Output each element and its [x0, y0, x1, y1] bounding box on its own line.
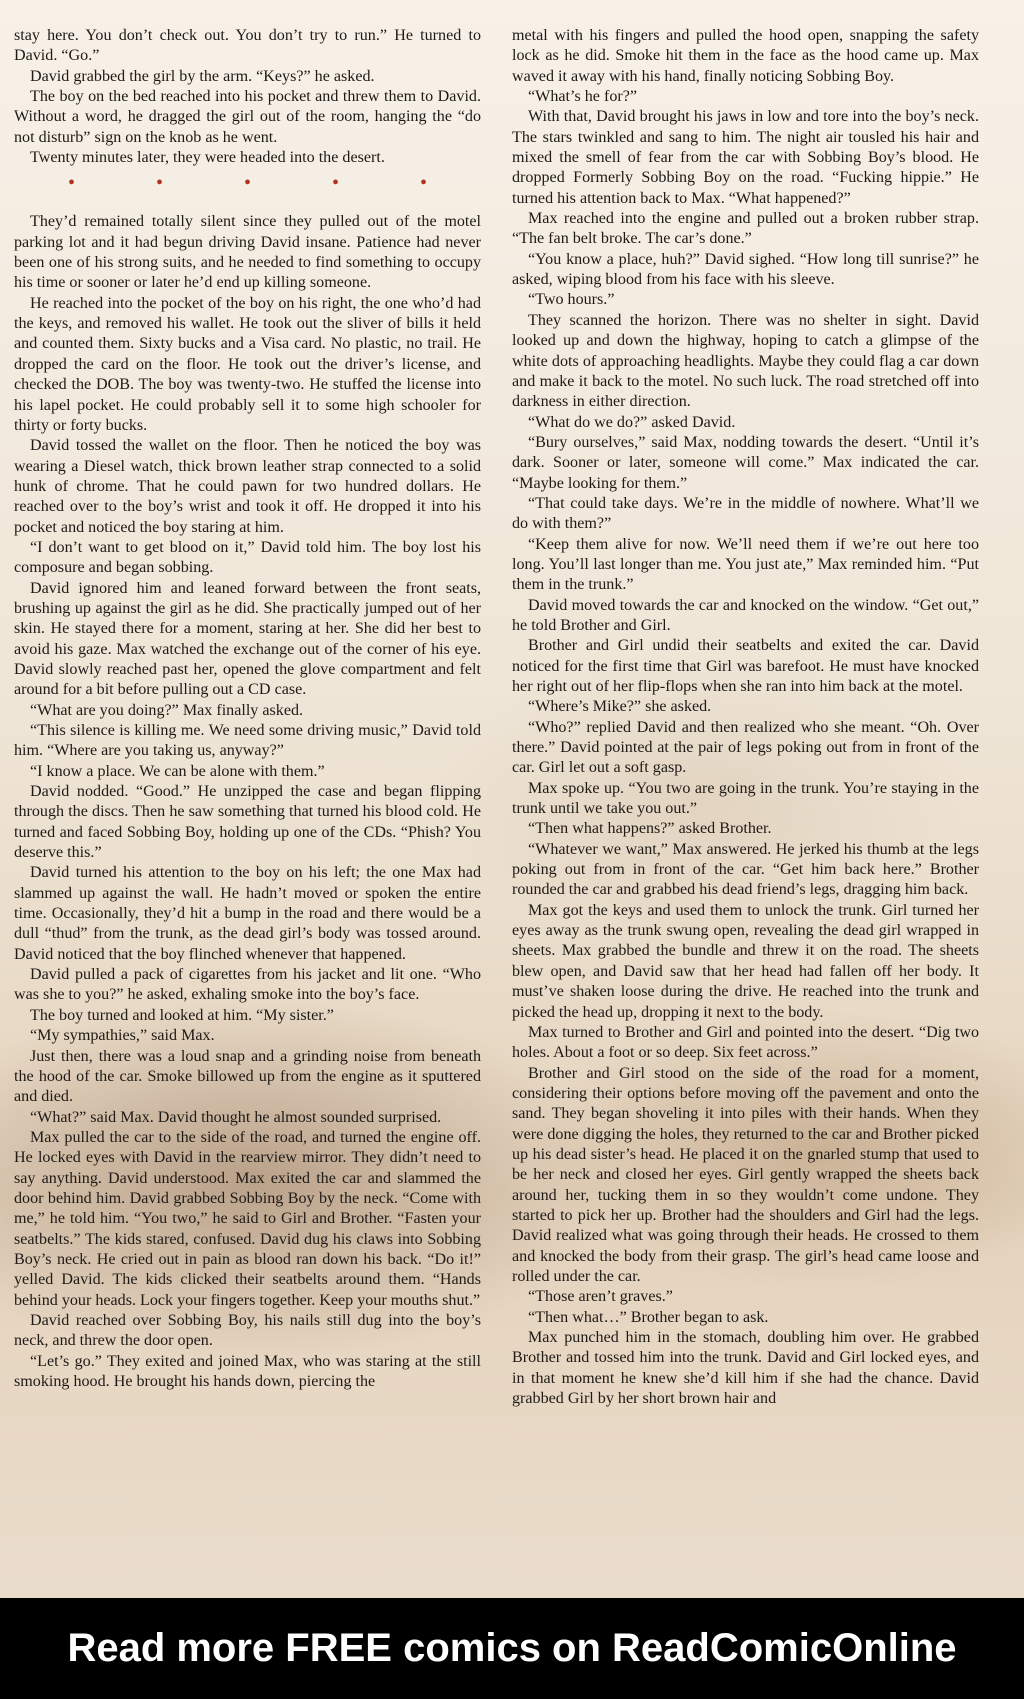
paragraph: “Keep them alive for now. We’ll need them if we’re out here too long. You’ll last longer than me. You just ate,” Max reminded him. “Put them in the trunk.”	[512, 535, 979, 594]
paragraph: “Whatever we want,” Max answered. He jerked his thumb at the legs poking out from in front of the car. “Get him back here.” Brother rounded the car and grabbed his dead friend’s legs, dragging him back.	[512, 840, 979, 899]
paragraph: The boy on the bed reached into his pocket and threw them to David. Without a word, he dragged the girl out of the room, hanging the “do not disturb” sign on the knob as he went.	[14, 88, 481, 146]
paragraph: Max got the keys and used them to unlock the trunk. Girl turned her eyes away as the trunk swung open, revealing the dead girl wrapped in sheets. Max grabbed the bundle and threw it on the road. The sheets blew open, and David saw that her head had fallen off her body. It must’ve shaken loose during the drive. He reached into the trunk and picked the head up, dropping it next to the body.	[512, 901, 979, 1021]
paragraph: “Where’s Mike?” she asked.	[528, 698, 712, 716]
paragraph: “Those aren’t graves.”	[528, 1288, 673, 1306]
paragraph: stay here. You don’t check out. You don’t try to run.” He turned to David. “Go.”	[14, 27, 481, 65]
paragraph: “This silence is killing me. We need some driving music,” David told him. “Where are you taking us, anyway?”	[14, 722, 481, 760]
paragraph: “My sympathies,” said Max.	[30, 1027, 215, 1045]
paragraph: David pulled a pack of cigarettes from his jacket and lit one. “Who was she to you?” he asked, exhaling smoke into the boy’s face.	[14, 966, 481, 1004]
promo-banner-text[interactable]: Read more FREE comics on ReadComicOnline	[67, 1626, 957, 1670]
paragraph: “I know a place. We can be alone with them.”	[30, 762, 325, 780]
paragraph: metal with his fingers and pulled the hood open, snapping the safety lock as he did. Smoke hit them in the face as the hood came up. Max waved it away with his hand, finally noticing Sobbing Boy.	[512, 27, 979, 85]
paragraph: “Who?” replied David and then realized who she meant. “Oh. Over there.” David pointed at the pair of legs poking out from in front of the car. Girl let out a soft gasp.	[512, 718, 979, 777]
paragraph: “What do we do?” asked David.	[528, 413, 736, 431]
paragraph: He reached into the pocket of the boy on his right, the one who’d had the keys, and removed his wallet. He took out the sliver of bills it held and counted them. Sixty bucks and a Visa card. No plastic, no trail. He dropped the card on the floor. He took out the driver’s license, and checked the DOB. The boy was twenty-two. He stuffed the license into his lapel pocket. He could probably sell it to some high schooler for thirty or forty bucks.	[14, 294, 481, 434]
paragraph: “What?” said Max. David thought he almost sounded surprised.	[30, 1108, 442, 1126]
paragraph: Twenty minutes later, they were headed into the desert.	[30, 149, 385, 167]
paragraph: Just then, there was a loud snap and a grinding noise from beneath the hood of the car. Smoke billowed up from the engine as it sputtered and died.	[14, 1047, 481, 1106]
paragraph: “What’s he for?”	[528, 88, 638, 106]
paragraph: Max reached into the engine and pulled out a broken rubber strap. “The fan belt broke. The car’s done.”	[512, 210, 979, 248]
paragraph: David tossed the wallet on the floor. Then he noticed the boy was wearing a Diesel watch, thick brown leather strap connected to a solid hunk of chrome. That he could pawn for two hundred dollars. He reached over to the boy’s wrist and took it off. He dropped it into his pocket and noticed the boy staring at him.	[14, 437, 481, 536]
paragraph: “What are you doing?” Max finally asked.	[30, 701, 304, 719]
paragraph: David grabbed the girl by the arm. “Keys?” he asked.	[30, 67, 375, 85]
paragraph: “Bury ourselves,” said Max, nodding towards the desert. “Until it’s dark. Sooner or later, someone will come.” Max indicated the car. “Maybe looking for them.”	[512, 433, 979, 492]
paragraph: They’d remained totally silent since they pulled out of the motel parking lot and it had begun driving David insane. Patience had never been one of his strong suits, and he needed to find something to occupy his time or sooner or later he’d end up killing someone.	[14, 213, 481, 292]
paragraph: David reached over Sobbing Boy, his nails still dug into the boy’s neck, and threw the door open.	[14, 1311, 481, 1350]
paragraph: David nodded. “Good.” He unzipped the case and began flipping through the discs. Then he saw something that turned his blood cold. He turned and faced Sobbing Boy, holding up one of the CDs. “Phish? You deserve this.”	[14, 783, 481, 862]
paragraph: Max punched him in the stomach, doubling him over. He grabbed Brother and tossed him into the trunk. David and Girl locked eyes, and in that moment he knew she’d kill him if she had the chance. David grabbed Girl by her short brown hair and	[512, 1329, 979, 1408]
paragraph: The boy turned and looked at him. “My sister.”	[30, 1006, 334, 1024]
paragraph: Brother and Girl stood on the side of the road for a moment, considering their options before moving off the pavement and onto the sand. They began shoveling it into piles with their hands. When they were done digging the holes, they returned to the car and Brother picked up his dead sister’s head. He placed it on the gnarled stump that used to be her neck and closed her eyes. Girl gently wrapped the sheets back around her, tucking them in so they wouldn’t come undone. They started to pick her up. Brother had the shoulders and Girl had the legs. David realized what was going through their heads. He crossed to them and knocked the body from their grasp. The girl’s head came loose and rolled under the car.	[512, 1064, 979, 1285]
paragraph: David turned his attention to the boy on his left; the one Max had slammed up against the wall. He hadn’t moved or spoken the entire time. Occasionally, they’d hit a bump in the road and there would be a dull “thud” from the trunk, as the dead girl’s body was tossed around. David noticed that the boy flinched whenever that happened.	[14, 864, 481, 963]
paragraph: “That could take days. We’re in the middle of nowhere. What’ll we do with them?”	[512, 494, 979, 533]
paragraph: With that, David brought his jaws in low and tore into the boy’s neck. The stars twinkled and sang to him. The night air tousled his hair and mixed the smell of fear from the car with Sobbing Boy’s blood. He dropped Formerly Sobbing Boy on the road. “Fucking hippie.” He turned his attention back to Max. “What happened?”	[512, 108, 979, 207]
paragraph: David ignored him and leaned forward between the front seats, brushing up against the girl as he did. She practically jumped out of her skin. He stayed there for a moment, staring at her. She did her best to avoid his gaze. Max watched the exchange out of the corner of his eye. David slowly reached past her, opened the glove compartment and felt around for a bit before pulling out a CD case.	[14, 579, 481, 699]
paragraph: Max pulled the car to the side of the road, and turned the engine off. He locked eyes with David in the rearview mirror. They didn’t need to say anything. David understood. Max exited the car and slammed the door behind him. David grabbed Sobbing Boy by the neck. “Come with me,” he told him. “You two,” he said to Girl and Brother. “Fasten your seatbelts.” The kids stared, confused. David dug his claws into Sobbing Boy’s neck. He cried out in pain as blood ran down his back. “Do it!” yelled David. The kids clicked their seatbelts around them. “Hands behind your heads. Lock your fingers together. Keep your mouths shut.”	[14, 1128, 481, 1309]
paragraph: “You know a place, huh?” David sighed. “How long till sunrise?” he asked, wiping blood from his face with his sleeve.	[512, 250, 979, 289]
right-column	[512, 26, 979, 1409]
paragraph: “Then what happens?” asked Brother.	[528, 820, 772, 838]
scene-break-divider: • • • • •	[67, 172, 465, 195]
paragraph: “Let’s go.” They exited and joined Max, who was staring at the still smoking hood. He brought his hands down, piercing the	[14, 1352, 481, 1390]
left-column	[14, 26, 481, 1392]
paragraph: Max turned to Brother and Girl and pointed into the desert. “Dig two holes. About a foot or so deep. Six feet across.”	[512, 1023, 979, 1062]
paragraph: “Two hours.”	[528, 291, 615, 309]
promo-banner[interactable]	[0, 1598, 1024, 1699]
paragraph: David moved towards the car and knocked on the window. “Get out,” he told Brother and Girl.	[512, 596, 979, 634]
paragraph: “I don’t want to get blood on it,” David told him. The boy lost his composure and began sobbing.	[14, 538, 481, 577]
paragraph: “Then what…” Brother began to ask.	[528, 1308, 769, 1326]
paragraph: Max spoke up. “You two are going in the trunk. You’re staying in the trunk until we take you out.”	[512, 779, 979, 818]
paragraph: They scanned the horizon. There was no shelter in sight. David looked up and down the highway, hoping to catch a glimpse of the white dots of approaching headlights. Maybe they could flag a car down and make it back to the motel. No such luck. The road stretched off into darkness in either direction.	[512, 311, 979, 411]
paragraph: Brother and Girl undid their seatbelts and exited the car. David noticed for the first time that Girl was barefoot. He must have knocked her right out of her flip-flops when she ran into him back at the motel.	[512, 637, 979, 695]
